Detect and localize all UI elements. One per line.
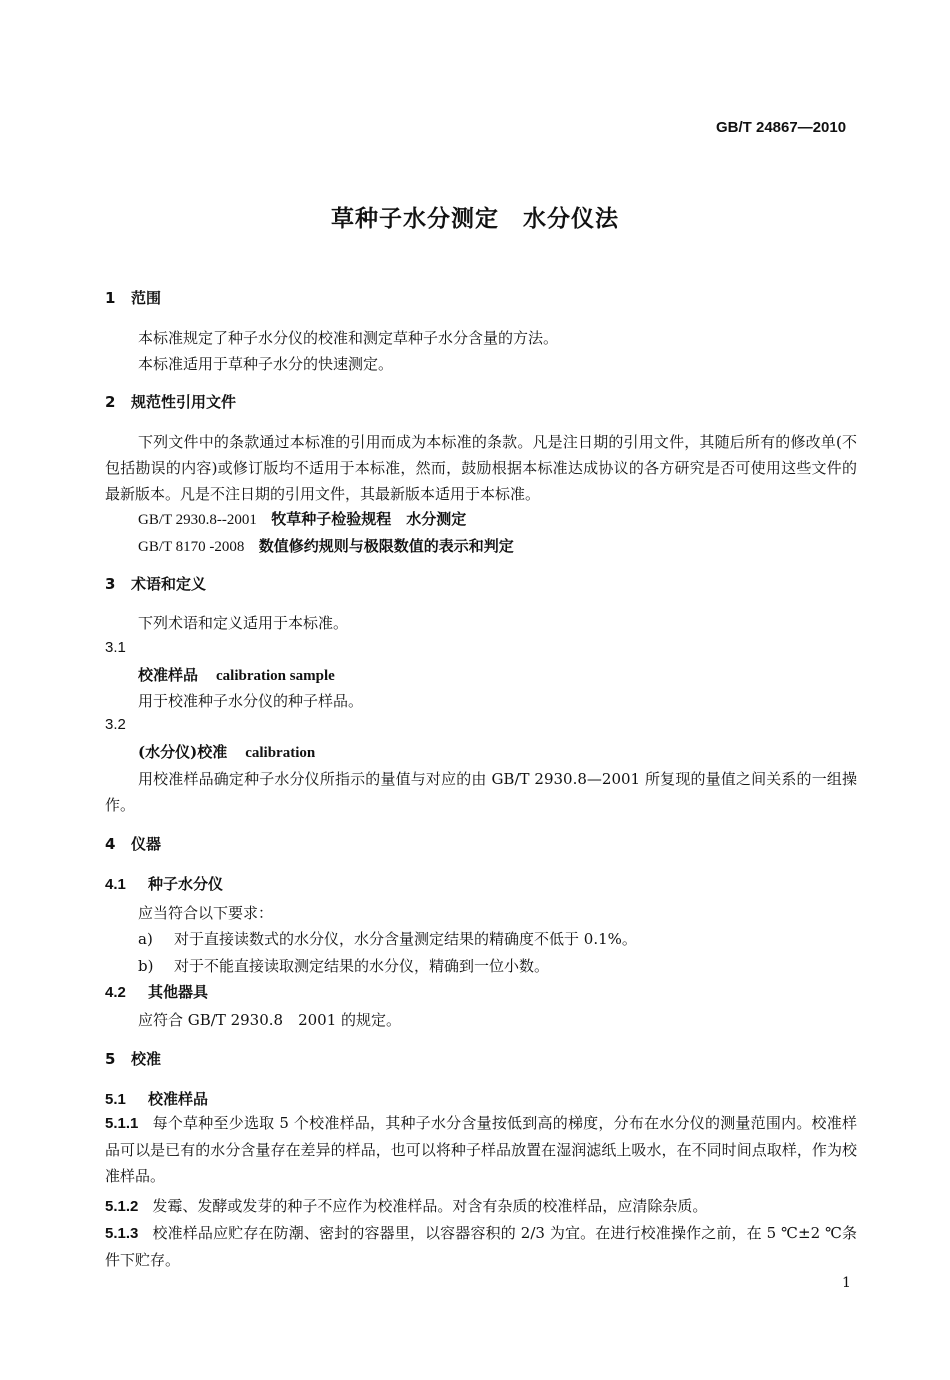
term-en: calibration	[245, 745, 316, 761]
section-title: 术语和定义	[131, 575, 207, 593]
list-item-a	[138, 928, 637, 949]
s1-paragraph-2: 本标准适用于草种子水分的快速测定。	[138, 355, 394, 373]
standard-code: GB/T 24867—2010	[716, 119, 847, 136]
clause-text: 每个草种至少选取 5 个校准样品，其种子水分含量按低到高的梯度，分布在水分仪的测量范围内。校准样品可以是已有的水分含量存在差异的样品，也可以将种子样品放置在湿润滤纸上吸水，在不同时间点取样，作为校准样品。	[105, 1114, 857, 1185]
subsection-4-2-heading	[105, 981, 208, 1002]
s2-paragraph-1: 下列文件中的条款通过本标准的引用而成为本标准的条款。凡是注日期的引用文件，其随后所有的修改单(不包括勘误的内容)或修订版均不适用于本标准，然而，鼓励根据本标准达成协议的各方研究是否可使用这些文件的最新版本。凡是不注日期的引用文件，其最新版本适用于本标准。	[105, 433, 857, 503]
s1-paragraph-1: 本标准规定了种子水分仪的校准和测定草种子水分含量的方法。	[138, 329, 559, 347]
term-3-2-definition: 用校准样品确定种子水分仪所指示的量值与对应的由 GB/T 2930.8—2001 所复现的量值之间关系的一组操作。	[105, 770, 857, 814]
term-zh: 校准样品	[138, 666, 199, 684]
subsection-number: 4.2	[105, 984, 126, 1001]
section-number: 2	[105, 393, 116, 411]
s3-paragraph-1: 下列术语和定义适用于本标准。	[138, 614, 349, 632]
normative-reference-1	[138, 508, 466, 529]
section-5-heading	[105, 1048, 161, 1069]
page-number: 1	[842, 1275, 851, 1291]
term-en: calibration sample	[216, 668, 335, 684]
section-title: 校准	[131, 1050, 162, 1068]
term-3-2	[138, 741, 315, 762]
s42-paragraph-1: 应符合 GB/T 2930.8 2001 的规定。	[138, 1011, 402, 1029]
section-title: 仪器	[131, 835, 162, 853]
term-zh: (水分仪)校准	[138, 743, 228, 761]
list-label: b)	[138, 957, 154, 975]
reference-code: GB/T 2930.8--2001	[138, 512, 257, 528]
section-4-heading	[105, 833, 161, 854]
reference-name: 数值修约规则与极限数值的表示和判定	[258, 537, 514, 555]
list-text: 对于直接读数式的水分仪，水分含量测定结果的精确度不低于 0.1%。	[174, 930, 637, 948]
subsection-title: 校准样品	[148, 1090, 209, 1108]
reference-name: 牧草种子检验规程 水分测定	[271, 510, 467, 528]
term-3-1	[138, 664, 335, 685]
reference-code: GB/T 8170 -2008	[138, 539, 245, 555]
clause-5-1-2	[105, 1193, 857, 1220]
clause-number: 5.1.3	[105, 1225, 139, 1242]
normative-reference-2	[138, 535, 514, 556]
term-3-1-number: 3.1	[105, 639, 126, 656]
section-3-heading	[105, 573, 206, 594]
clause-5-1-3	[105, 1220, 857, 1273]
subsection-title: 种子水分仪	[148, 875, 224, 893]
subsection-number: 4.1	[105, 876, 126, 893]
subsection-title: 其他器具	[148, 983, 209, 1001]
s41-paragraph-1: 应当符合以下要求：	[138, 904, 274, 922]
section-title: 范围	[131, 289, 162, 307]
section-2-heading	[105, 391, 236, 412]
subsection-number: 5.1	[105, 1091, 126, 1108]
section-1-heading	[105, 287, 161, 308]
section-number: 4	[105, 835, 116, 853]
section-number: 1	[105, 289, 116, 307]
subsection-4-1-heading	[105, 873, 223, 894]
list-item-b	[138, 955, 549, 976]
section-title: 规范性引用文件	[131, 393, 237, 411]
clause-5-1-1	[105, 1110, 857, 1189]
list-text: 对于不能直接读取测定结果的水分仪，精确到一位小数。	[174, 957, 550, 975]
section-number: 5	[105, 1050, 116, 1068]
list-label: a)	[138, 930, 153, 948]
clause-text: 发霉、发酵或发芽的种子不应作为校准样品。对含有杂质的校准样品，应清除杂质。	[152, 1197, 708, 1215]
section-number: 3	[105, 575, 116, 593]
clause-text: 校准样品应贮存在防潮、密封的容器里，以容器容积的 2/3 为宜。在进行校准操作之前，在 5 ℃±2 ℃条件下贮存。	[105, 1224, 857, 1269]
term-3-2-number: 3.2	[105, 716, 126, 733]
clause-number: 5.1.1	[105, 1115, 139, 1132]
term-3-1-definition: 用于校准种子水分仪的种子样品。	[138, 692, 364, 710]
subsection-5-1-heading	[105, 1088, 208, 1109]
clause-number: 5.1.2	[105, 1198, 139, 1215]
document-title: 草种子水分测定 水分仪法	[331, 206, 619, 232]
